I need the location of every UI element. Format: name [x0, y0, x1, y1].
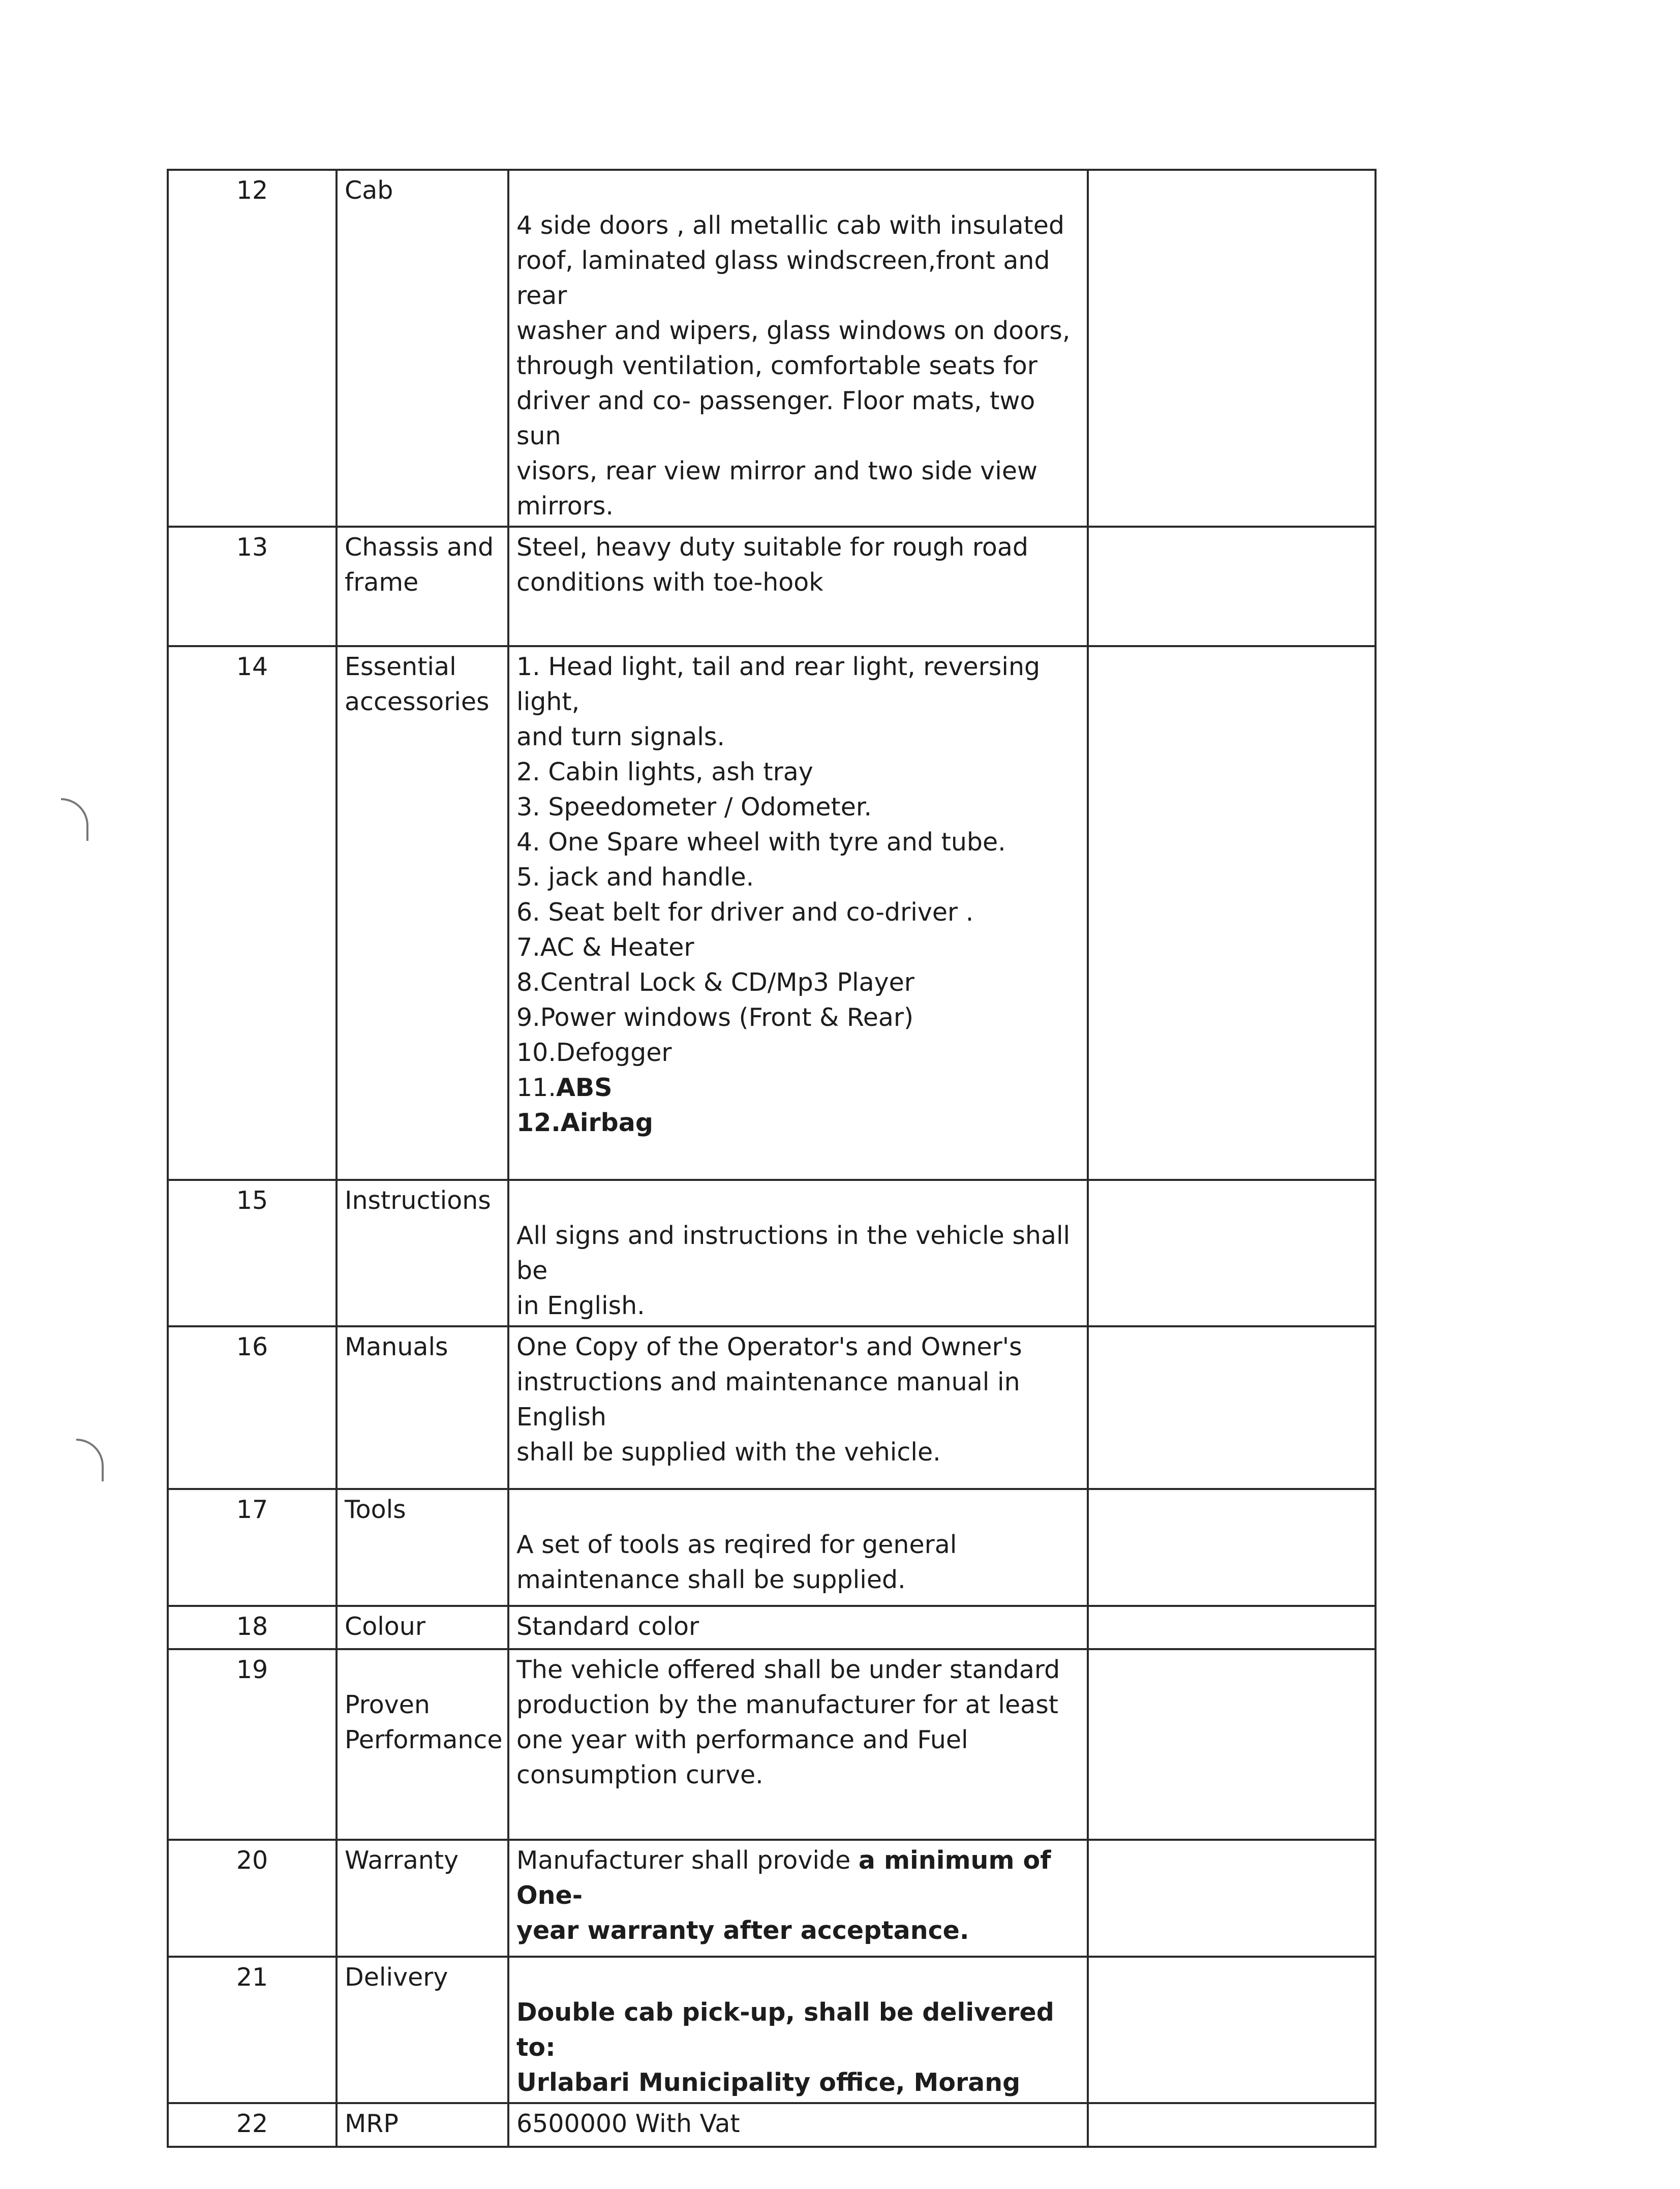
specification-line	[516, 754, 1082, 789]
specification-text: mirrors.	[516, 492, 614, 521]
serial-number-cell: 14	[168, 646, 337, 1180]
specification-text: All signs and instructions in the vehicle shall be	[516, 1221, 1071, 1285]
specification-text: 9.Power windows (Front & Rear)	[516, 1003, 914, 1032]
remarks-cell	[1088, 2103, 1376, 2147]
specification-text: roof, laminated glass windscreen,front and rear	[516, 246, 1050, 310]
serial-number-cell: 17	[168, 1489, 337, 1606]
remarks-cell	[1088, 1180, 1376, 1326]
specification-text: conditions with toe-hook	[516, 568, 823, 597]
parameter-line: Proven	[345, 1690, 430, 1719]
parameter-line: Performance	[345, 1725, 503, 1754]
specification-cell	[508, 1957, 1088, 2103]
specification-text: in English.	[516, 1291, 645, 1320]
specification-text: consumption curve.	[516, 1760, 763, 1789]
table-row	[168, 170, 1376, 527]
specification-line	[516, 1492, 1082, 1527]
specification-cell	[508, 1326, 1088, 1489]
specification-text: 6500000 With Vat	[516, 2109, 740, 2138]
specification-bold-text: a minimum of One-	[516, 1846, 1051, 1910]
parameter-line: Delivery	[345, 1963, 448, 1992]
specification-text: One Copy of the Operator's and Owner's	[516, 1332, 1022, 1361]
serial-number-cell: 19	[168, 1649, 337, 1840]
table-row	[168, 1326, 1376, 1489]
specification-line	[516, 565, 1082, 600]
specification-line	[516, 1913, 1082, 1948]
specification-line	[516, 453, 1082, 489]
specification-line	[516, 965, 1082, 1000]
parameter-line: accessories	[345, 687, 490, 716]
remarks-cell	[1088, 1489, 1376, 1606]
table-row	[168, 2103, 1376, 2147]
specification-line	[516, 1329, 1082, 1364]
specification-text: 3. Speedometer / Odometer.	[516, 793, 872, 822]
serial-number-cell: 16	[168, 1326, 337, 1489]
specification-line	[516, 895, 1082, 930]
specification-text: 11.	[516, 1073, 556, 1102]
specification-text: shall be supplied with the vehicle.	[516, 1438, 941, 1467]
parameter-line: Essential	[345, 652, 456, 681]
specification-text: maintenance shall be supplied.	[516, 1565, 906, 1594]
parameter-line: Instructions	[345, 1186, 491, 1215]
parameter-cell	[337, 646, 508, 1180]
specification-line	[516, 1757, 1082, 1792]
table-row	[168, 1606, 1376, 1649]
specification-line	[516, 243, 1082, 313]
parameter-cell	[337, 170, 508, 527]
specification-cell	[508, 1606, 1088, 1649]
specification-text: 6. Seat belt for driver and co-driver .	[516, 898, 974, 927]
specification-bold-text: year warranty after acceptance.	[516, 1916, 969, 1945]
specification-text: 5. jack and handle.	[516, 863, 754, 892]
specification-text: 7.AC & Heater	[516, 933, 694, 962]
specification-line	[516, 789, 1082, 825]
specification-text: Manufacturer shall provide	[516, 1846, 859, 1875]
specification-bold-text: Urlabari Municipality office, Morang	[516, 2068, 1021, 2097]
specification-text: instructions and maintenance manual in English	[516, 1367, 1020, 1432]
parameter-cell	[337, 1649, 508, 1840]
parameter-line: Tools	[345, 1495, 406, 1524]
specification-text: 10.Defogger	[516, 1038, 672, 1067]
specification-line	[516, 719, 1082, 754]
parameter-line: Colour	[345, 1612, 425, 1641]
table-row	[168, 1180, 1376, 1326]
specification-text: 2. Cabin lights, ash tray	[516, 757, 813, 786]
specification-line	[516, 1435, 1082, 1470]
parameter-cell	[337, 1489, 508, 1606]
specification-text: Standard color	[516, 1612, 699, 1641]
specification-line	[516, 208, 1082, 243]
specification-bold-text: ABS	[556, 1073, 613, 1102]
specification-line	[516, 1070, 1082, 1105]
specification-line	[516, 489, 1082, 524]
remarks-cell	[1088, 646, 1376, 1180]
specification-line	[516, 1687, 1082, 1722]
parameter-cell	[337, 2103, 508, 2147]
specification-line	[516, 1722, 1082, 1757]
remarks-cell	[1088, 1840, 1376, 1957]
specification-text: visors, rear view mirror and two side view	[516, 457, 1038, 485]
parameter-cell	[337, 1180, 508, 1326]
specification-line	[516, 930, 1082, 965]
specification-line	[516, 1218, 1082, 1288]
specification-line	[516, 1995, 1082, 2065]
parameter-line: Chassis and	[345, 533, 494, 562]
remarks-cell	[1088, 1957, 1376, 2103]
specification-text: and turn signals.	[516, 722, 725, 751]
parameter-cell	[337, 1326, 508, 1489]
specification-cell	[508, 2103, 1088, 2147]
specification-table	[167, 169, 1377, 2148]
specification-cell	[508, 170, 1088, 527]
specification-bold-text: Double cab pick-up, shall be delivered to:	[516, 1998, 1054, 2062]
specification-text: 8.Central Lock & CD/Mp3 Player	[516, 968, 914, 997]
specification-line	[516, 1960, 1082, 1995]
specification-text: 1. Head light, tail and rear light, reversing light,	[516, 652, 1041, 716]
specification-line	[516, 1288, 1082, 1323]
specification-cell	[508, 1489, 1088, 1606]
specification-line	[516, 313, 1082, 348]
specification-cell	[508, 646, 1088, 1180]
table-row	[168, 646, 1376, 1180]
specification-line	[516, 825, 1082, 860]
specification-text: The vehicle offered shall be under standard	[516, 1655, 1060, 1684]
serial-number-cell: 21	[168, 1957, 337, 2103]
parameter-line: MRP	[345, 2109, 399, 2138]
specification-text: Steel, heavy duty suitable for rough road	[516, 533, 1028, 562]
specification-text: washer and wipers, glass windows on doors,	[516, 316, 1071, 345]
parameter-line: Warranty	[345, 1846, 459, 1875]
specification-line	[516, 1000, 1082, 1035]
specification-line	[516, 1183, 1082, 1218]
specification-line	[516, 649, 1082, 719]
remarks-cell	[1088, 1649, 1376, 1840]
specification-line	[516, 2106, 1082, 2141]
specification-line	[516, 383, 1082, 453]
specification-line	[516, 1652, 1082, 1687]
remarks-cell	[1088, 1606, 1376, 1649]
margin-mark	[61, 798, 88, 841]
serial-number-cell: 22	[168, 2103, 337, 2147]
parameter-line	[345, 1652, 498, 1687]
parameter-line: Manuals	[345, 1332, 448, 1361]
table-row	[168, 1957, 1376, 2103]
specification-line	[516, 1527, 1082, 1562]
specification-line	[516, 2065, 1082, 2100]
specification-text: one year with performance and Fuel	[516, 1725, 968, 1754]
specification-text: through ventilation, comfortable seats for	[516, 351, 1037, 380]
parameter-line: frame	[345, 568, 419, 597]
specification-line	[516, 173, 1082, 208]
remarks-cell	[1088, 1326, 1376, 1489]
specification-text: A set of tools as reqired for general	[516, 1530, 957, 1559]
serial-number-cell: 12	[168, 170, 337, 527]
table-row	[168, 1840, 1376, 1957]
specification-cell	[508, 1180, 1088, 1326]
table-row	[168, 527, 1376, 646]
remarks-cell	[1088, 527, 1376, 646]
specification-line	[516, 1105, 1082, 1140]
table-row	[168, 1489, 1376, 1606]
table-row	[168, 1649, 1376, 1840]
specification-line	[516, 1609, 1082, 1644]
serial-number-cell: 15	[168, 1180, 337, 1326]
serial-number-cell: 13	[168, 527, 337, 646]
specification-cell	[508, 1649, 1088, 1840]
specification-line	[516, 1035, 1082, 1070]
specification-line	[516, 860, 1082, 895]
specification-line	[516, 1843, 1082, 1913]
parameter-line: Cab	[345, 176, 393, 205]
specification-line	[516, 530, 1082, 565]
parameter-cell	[337, 1840, 508, 1957]
specification-line	[516, 1364, 1082, 1435]
parameter-cell	[337, 527, 508, 646]
remarks-cell	[1088, 170, 1376, 527]
specification-cell	[508, 1840, 1088, 1957]
specification-text: 4 side doors , all metallic cab with insulated	[516, 211, 1065, 240]
parameter-cell	[337, 1606, 508, 1649]
margin-mark	[76, 1439, 104, 1481]
specification-line	[516, 1562, 1082, 1597]
specification-line	[516, 348, 1082, 383]
specification-cell	[508, 527, 1088, 646]
specification-text: 4. One Spare wheel with tyre and tube.	[516, 828, 1006, 857]
serial-number-cell: 20	[168, 1840, 337, 1957]
serial-number-cell: 18	[168, 1606, 337, 1649]
specification-bold-text: 12.Airbag	[516, 1108, 653, 1137]
specification-text: driver and co- passenger. Floor mats, two sun	[516, 386, 1035, 450]
parameter-cell	[337, 1957, 508, 2103]
specification-text: production by the manufacturer for at least	[516, 1690, 1058, 1719]
